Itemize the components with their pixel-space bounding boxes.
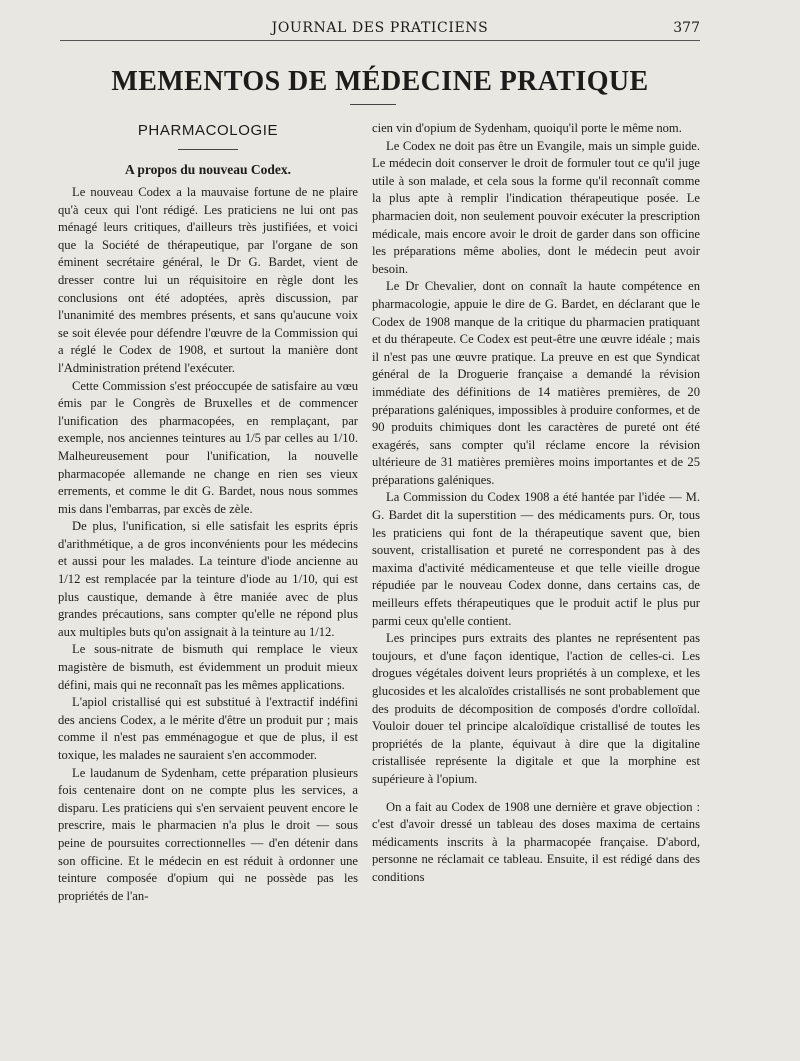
paragraph: Le laudanum de Sydenham, cette préparation plusieurs fois centenaire dont on ne compte plus les services, a disparu. Les praticiens qui s'en servaient peuvent encore le prescrire, mais le pharmacien n'a plus le droit — sous peine de poursuites correctionnelles — d'en détenir dans son officine. Et le médecin en est réduit à ordonner une teinture composée d'opium qui ne possède pas les propriétés de l'an-: [58, 765, 358, 903]
right-column: [372, 120, 700, 887]
paragraph: Le Codex ne doit pas être un Evangile, mais un simple guide. Le médecin doit conserver le droit de formuler tout ce qu'il juge utile à son malade, et cela sous la forme qu'il reconnaît comme la plus apte à remplir l'indication thérapeutique posée. Le pharmacien doit, non seulement pouvoir exécuter la prescription médicale, mais encore avoir le droit de garder dans son officine les préparations même abolies, dont le médecin peut avoir besoin.: [372, 138, 700, 276]
article-title: MEMENTOS DE MÉDECINE PRATIQUE: [111, 66, 649, 97]
paragraph: Le nouveau Codex a la mauvaise fortune de ne plaire qu'à ceux qui l'ont rédigé. Les praticiens ne lui ont pas ménagé leurs critiques, d'ailleurs très justifiées, et voici que la Société de thérapeutique, par l'organe de son éminent secrétaire général, le Dr G. Bardet, vient de dresser contre lui un réquisitoire en règle dont les conclusions ont été adoptées, après discussion, par l'unanimité des membres présents, et sans qu'aucune voix se soit élevée pour défendre l'œuvre de la Commission qui a réglé le Codex de 1908, et surtout la manière dont l'Administration prétend l'exécuter.: [58, 185, 358, 375]
left-column: [58, 118, 358, 905]
paragraph: Cette Commission s'est préoccupée de satisfaire au vœu émis par le Congrès de Bruxelles et de commencer l'unification des pharmacopées, en remplaçant, par exemple, nos anciennes teintures au 1/5 par celles au 1/10. Malheureusement pour l'unification, la nouvelle pharmacopée allemande ne change en rien ses vieux errements, et comme le dit G. Bardet, nous nous sommes mis dans l'embarras, par excès de zèle.: [58, 378, 358, 516]
paragraph: Les principes purs extraits des plantes ne représentent pas toujours, et d'une façon identique, l'action de celles-ci. Les drogues végétales doivent leurs propriétés à un complexe, et les glucosides et les alcaloïdes cristallisés ne sont probablement que des produits de décomposition de composés d'ordre colloïdal. Vouloir douer tel principe alcaloïdique cristallisé de toutes les propriétés de la plante, équivaut à dire que la digitaline cristallisée représente la digitale et que la morphine est supérieure à l'opium.: [372, 631, 700, 786]
title-divider: [350, 104, 396, 105]
paragraph: Le sous-nitrate de bismuth qui remplace le vieux magistère de bismuth, est évidemment un produit mieux défini, mais qui ne reconnaît pas les mêmes applications.: [58, 642, 358, 692]
paragraph: La Commission du Codex 1908 a été hantée par l'idée — M. G. Bardet dit la superstition — des médicaments purs. Or, tous les praticiens qui font de la thérapeutique savent que, bien souvent, cristallisation et pureté ne correspondent pas à des maxima d'activité médicamenteuse et que telle vieille drogue répudiée par le nouveau Codex donne, dans certains cas, de meilleurs effets thérapeutiques que le produit actif le plus pur parmi ceux qu'elle contient.: [372, 490, 700, 628]
paragraph: L'apiol cristallisé qui est substitué à l'extractif indéfini des anciens Codex, a le mérite d'être un produit pur ; mais comme il n'est pas emménagogue et que de plus, il est toxique, les malades ne sauraient s'en accommoder.: [58, 695, 358, 762]
subsection-heading: A propos du nouveau Codex.: [125, 162, 291, 177]
paragraph: On a fait au Codex de 1908 une dernière et grave objection : c'est d'avoir dressé un tableau des doses maxima de certains médicaments inscrits à la pharmacopée française. D'abord, personne ne réclamait ce tableau. Ensuite, il est rédigé dans des conditions: [372, 799, 700, 884]
journal-title: JOURNAL DES PRATICIENS: [271, 20, 489, 36]
paragraph: De plus, l'unification, si elle satisfait les esprits épris d'arithmétique, a de gros inconvénients pour les médecins et aussi pour les malades. La teinture d'iode ancienne au 1/12 est remplacée par la teinture d'iode au 1/10, qui est plus caustique, demande à être maniée avec de plus grandes précautions, sans compter qu'elle ne répond plus aux multiples buts qu'on assignait à la teinture au 1/12.: [58, 519, 358, 639]
paragraph-continuation: cien vin d'opium de Sydenham, quoiqu'il porte le même nom.: [372, 121, 682, 135]
page-number: 377: [673, 20, 700, 36]
section-divider: [178, 149, 238, 150]
paragraph: Le Dr Chevalier, dont on connaît la haute compétence en pharmacologie, appuie le dire de G. Bardet, en déclarant que le Codex de 1908 manque de la critique du pharmacien pratiquant et du thérapeute. Ce Codex est peut-être une œuvre idéale ; mais il n'est pas une œuvre pratique. La preuve en est que Syndicat général de la Droguerie française a demandé la révision immédiate des définitions de 14 matières premières, de 20 préparations galéniques, impossibles à produire conformes, et de 90 produits chimiques dont les caractères de pureté ont été exagérés, sans compter qu'il réclame encore la révision ultérieure de 31 matières premières moins importantes et de 25 préparations galéniques.: [372, 279, 700, 487]
running-head: [60, 18, 700, 41]
section-heading: PHARMACOLOGIE: [137, 122, 279, 139]
